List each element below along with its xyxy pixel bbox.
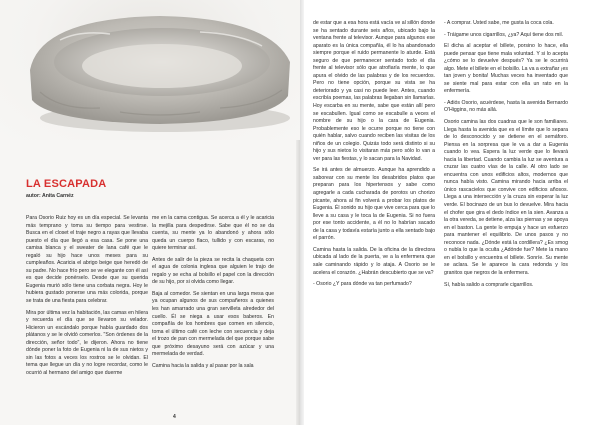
paragraph: Mira por última vez la habitación, las camas en hilera y recuerda el día que se llevaron su velador. Hicieron un escándalo porque había guardado dos plátanos y se le olvidó comerlos. "Son órdenes de la dirección, señor todo", le dijeron. Ahora no tiene dónde poner la foto de Eugenia ni la de sus nietos y sin las fotos a veces los rostros se le olvidan. El tema que llegue un día y no logre recordar, como le ocurrió al hermano del amigo que duerme (26, 309, 148, 376)
paragraph: Camina hasta la salida. De la oficina de la directora ubicada al lado de la puerta, ve a la enfermera que sale caminando rápido y lo ataja. A Osorio se le acelera el corazón. ¿Habrán descubierto que se va? (313, 246, 435, 276)
paragraph: - Tráigame unos cigarrillos, ¿ya? Aquí tiene dos mil. (444, 31, 564, 38)
article-author: autor: Anita Carnéz (26, 193, 74, 199)
text-column-4 (444, 20, 568, 293)
ashtray-photo (0, 0, 300, 140)
article-title: LA ESCAPADA (26, 178, 107, 190)
paragraph: Camina hacia la salida y al pasar por la sala (152, 362, 254, 369)
paragraph: - Adiós Osorio, acuérdese, hasta la avenida Bernardo O'Higgins, no más allá. (444, 99, 568, 114)
paragraph: Osorio camina las dos cuadras que le son familiares. Llega hasta la avenida que es el límite que lo separa de lo desconocido y se detiene en el semáforo. Piensa en la sorpresa que le va a dar a Eugenia cuando lo vea. Espera la luz verde que lo llevará hacia la libertad. Cuando cambia la luz se aventura a cruzar las cuatro vías de la calle. Al otro lado se encuentra con unos edificios altos, modernos que nunca había visto. Camina mirando hacia arriba el único rascacielos que convive con edificios añosos. Llega a una intersección y la cruza sin esperar la luz verde. El bocinazo de un bus lo devuelve. Mira hacia el chofer que gira el dedo índice en la sien. Avanza a la otra vereda, se detiene, alza las piernas y se apoya en el baston. La gente lo empuja y hace un esfuerzo para mantener el equilibrio. De unos pasos y no reconoce nada. ¿Dónde está la cordillera? ¿Es smog o nubla lo que la oculta ¿Adónde fue? Mete la mano en el bolsillo y encuentra el billete. Sonríe. Su mente se aclara. Se le aparece la cara redonda y los granitos que negros de la enfermera. (444, 119, 568, 276)
text-column-2 (152, 215, 274, 374)
paragraph: de estar que a esa hora está vacía ve al sillón donde se ha sentado durante seis años, ubicado bajo la ventana frente al televisor. Aunque para algunos ese aparato es la única compañía, él lo ha abandonado siempre porque el ruido permanente lo aturde. Está seguro de que permanecer sentado todo el día frente al televisor sólo que atrofiaría mente, lo que apura el olvido de las palabras y de los recuerdos. Pero no tiene opción, porque su vista se ha deteriorado y ya casi no puede leer. Antes, cuando escribía poemas, las palabras llegaban sin llamarlas. Hoy escarba en su mente, sabe que están allí pero se escabullen. Igual como se escabulle a veces el nombre de su hijo o la cara de Eugenia. Probablemente eso le ocurre porque no tiene con quién hablar, salvo cuando reciben las visitas de los niños de un colegio. Quizás todo será distinto si su hijo y sus nietos lo visitaran más pero sólo lo van a ver para las fiestas, y lo sacan para la Navidad. (313, 20, 435, 162)
paragraph: Sí, había salido a comprarle cigarrillos. (444, 281, 534, 288)
text-column-1 (26, 215, 148, 381)
page-number: 4 (173, 414, 176, 420)
paragraph: Se irá antes de almuerzo. Aunque ha aprendido a saborear con su mente los desabridos platos que preparan para los hipertensos y sabe como agregarle a cada cucharada de porotos un chorizo picante, ahora al fin volverá a probar los platos de Eugenia. Él sonido su hijo que vive cerca para que lo lleve a su casa y le toca la de Eugenia. Si no fuera por ese tonto accidente, a él no lo habrían sacado de la casa y todavía estaría junto a ella sentado bajo el parrón. (313, 167, 435, 242)
paragraph: - A comprar. Usted sabe, me gusta la coca cola. (444, 20, 554, 26)
paragraph: - Osorio ¿Y para dónde va tan perfumado? (313, 281, 412, 288)
text-column-3 (313, 20, 435, 293)
ashtray-illustration (0, 0, 300, 140)
paragraph: Para Osorio Ruiz hoy es un día especial. Se levanta más temprano y toma su tiempo para vestirse. Busca en el closet el traje negro a rayas que llevaba puesto el día que llegó a esa casa. Se pone una camisa blanca y el sweater de lana café que le regaló su hijo hace unos meses para su cumpleaños. Acaricia el abrigo beige que heredó de su padre. No hace frío pero se ve elegante con él así es que decide ponérselo. Desde que su querida Eugenia murió sólo tiene una corbata negra. Hoy le hubiera gustado ponerse una más colorida, porque se trata de una fiesta para celebrar. (26, 215, 148, 305)
paragraph: El dicha al aceptar el billete, porsino lo hace, ella puede pensar que tiene mala voluntad. Y si lo acepta ¿cómo se lo devuelve después? Ya se le ocurrirá algo. Mete el billete en el bolsillo. La va a extrañar ¡es tan joven y bonita! Muchas veces ha inventado que se siente mal para estar con ella un rato en la enfermería. (444, 43, 568, 95)
paragraph: me en la cama contigua. Se acerca a él y le acaricia la mejilla para despedirse. Sabe que él no se da cuenta, su mente ya lo abandonó y ahora sólo queda un cuerpo flaco, tullido y con escaras, no quiere terminar así. (152, 215, 274, 252)
paragraph: Antes de salir de la pieza se recita la chaqueta con el agua de colonia inglesa que alguien le trajo de regalo y se echa al bolsillo el papel con la dirección de su hijo, por si olvida como llegar. (152, 256, 274, 286)
paragraph: Baja al comedor. Se sientan en una larga mesa que ya ocupan algunos de sus compañeros a quienes les han amarrado una gran servilleta alrededor del cuello. Él se niega a usar esos baberos. En compañía de los hombres que comen en silencio, toma el último café con leche con secuencia y deja el trozo de pan con mermelada del que porque sabe que próximo desayuno será con azúcar y una mermelada de verdad. (152, 290, 274, 358)
